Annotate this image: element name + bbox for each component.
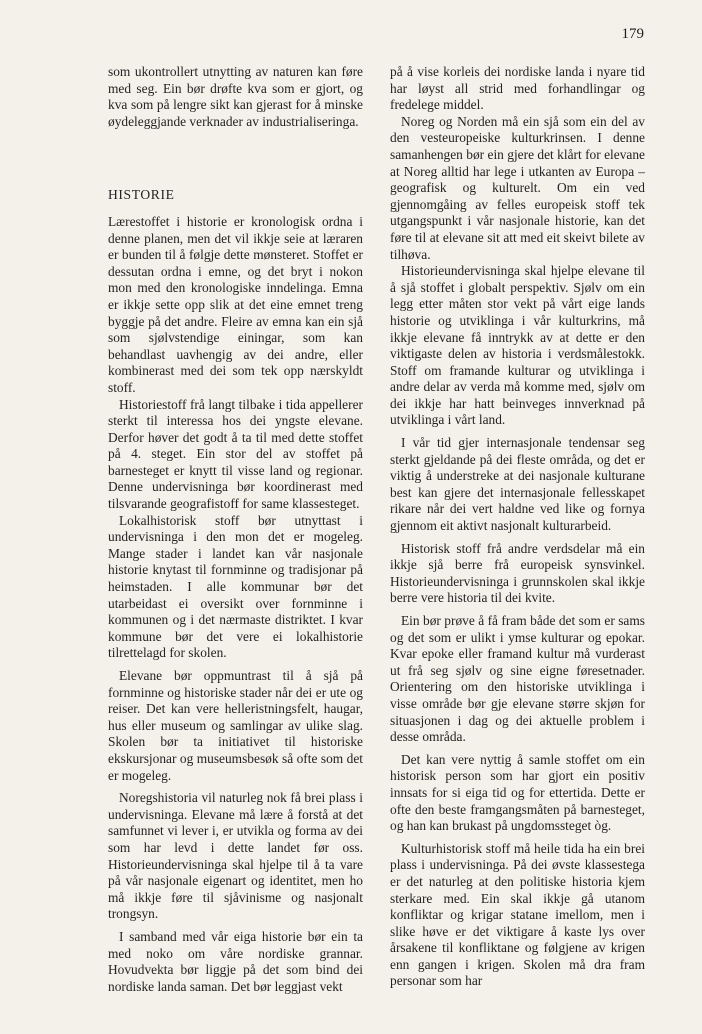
left-column [108,64,363,995]
body-paragraph: Historisk stoff frå andre verdsdelar må ein ikkje sjå berre frå europeisk synsvinkel. Historieundervisninga i grunnskolen skal ikkje berre vere historia til dei kvite. [390,540,645,606]
body-paragraph: Historieundervisninga skal hjelpe elevane til å sjå stoffet i globalt perspektiv. Sjølv om ein legg etter måten stor vekt på vårt eige lands historie og utviklinga i vår kulturkrins, må ikkje elevane få inntrykk av at dette er den viktigaste delen av historia i verdsmålestokk. Stoff om framande kulturar og utviklinga i andre delar av verda må komme med, sjølv om dei ikkje har hatt beinveges innverknad på utviklinga i vårt land. [390,263,645,428]
section-heading-historie: HISTORIE [108,187,175,203]
body-paragraph: Det kan vere nyttig å samle stoffet om ein historisk person som har gjort ein positiv innsats for si eiga tid og for ettertida. Dette er ofte den beste framgangsmåten på barnesteget, og han kan brukast på ungdomssteget òg. [390,751,645,834]
body-paragraph: I vår tid gjer internasjonale tendensar seg sterkt gjeldande på dei fleste områda, og det er viktig å understreke at dei nasjonale kulturane best kan gjere det internasjonale fellesskapet rikare når dei vert haldne ved like og fornya gjennom eit aktivt nasjonalt kulturarbeid. [390,435,645,534]
body-paragraph: Ein bør prøve å få fram både det som er sams og det som er ulikt i ymse kulturar og epokar. Kvar epoke eller framand kultur må vurderast ut frå seg sjølv og sine eigne føresetnader. Orientering om den historiske utviklinga i visse område bør gje elevane større skjøn for situasjonen i dag og dei aktuelle problem i desse områda. [390,613,645,745]
body-paragraph: I samband med vår eiga historie bør ein ta med noko om våre nordiske grannar. Hovudvekta bør liggje på det som bind dei nordiske landa saman. Det bør leggjast vekt [108,928,363,994]
body-paragraph: Lokalhistorisk stoff bør utnyttast i undervisninga i den mon det er mogeleg. Mange stader i landet kan vår nasjonale historie knytast til fornminne og tradisjonar på heimstaden. I alle kommunar bør det utarbeidast ei oversikt over fornminne i kommunen og i det nærmaste distriktet. I kvar kommune bør det vere ei lokalhistorie tilrettelagd for skolen. [108,512,363,661]
body-paragraph: Elevane bør oppmuntrast til å sjå på fornminne og historiske stader når dei er ute og reiser. Det kan vere helleristningsfelt, haugar, hus eller museum og samlingar av ulike slag. Skolen bør ta initiativet til historiske ekskursjonar og museumsbesøk så ofte som det er mogeleg. [108,668,363,783]
intro-paragraph: som ukontrollert utnytting av naturen kan føre med seg. Ein bør drøfte kva som er gjort, og kva som på lengre sikt kan gjerast for å minske øydeleggjande verknader av industrialiseringa. [108,64,363,129]
page-number: 179 [621,26,644,42]
body-paragraph: Kulturhistorisk stoff må heile tida ha ein brei plass i undervisninga. På dei øvste klassestega er det naturleg at den politiske historia kjem sterkare med. Ein skal ikkje gå utanom konfliktar og krigar statane imellom, men i slike høve er det viktigare å kaste lys over årsakene til konfliktane og følgjene av krigen enn gangen i krigen. Skolen må dra fram personar som har [390,840,645,989]
body-paragraph: på å vise korleis dei nordiske landa i nyare tid har løyst all strid med forhandlingar og fredelege middel. [390,64,645,113]
body-paragraph: Historiestoff frå langt tilbake i tida appellerer sterkt til interessa hos dei yngste elevane. Derfor høver det godt å ta til med dette stoffet på 4. steget. Ein stor del av stoffet på barnesteget er knytt til visse land og regionar. Denne undervisninga bør koordinerast med tilsvarande geografistoff for same klassesteget. [108,396,363,512]
body-paragraph: Noregshistoria vil naturleg nok få brei plass i undervisninga. Elevane må lære å forstå at det samfunnet vi lever i, er utvikla og forma av dei som har levd i dette landet før oss. Historieundervisninga skal hjelpe til å ta vare på vår nasjonale eigenart og identitet, men ho må ikkje føre til sjåvinisme og nasjonalt trongsyn. [108,790,363,922]
body-paragraph: Noreg og Norden må ein sjå som ein del av den vesteuropeiske kulturkrinsen. I denne samanhengen bør ein gjere det klårt for elevane at Noreg alltid har lege i utkanten av Europa – geografisk og kulturelt. Om ein ved gjennomgåing av felles europeisk stoff tek utgangspunkt i vår nasjonale historie, kan det føre til at elevane sit att med eit skeivt bilete av tilhøva. [390,113,645,262]
body-paragraph: Lærestoffet i historie er kronologisk ordna i denne planen, men det vil ikkje seie at læraren er bunden til å følgje dette mønsteret. Stoffet er dessutan ordna i emne, og det bryt i nokon mon med den kronologiske inndelinga. Emna er ikkje sette opp slik at det eine emnet treng byggje på det andre. Fleire av emna kan ein sjå som sjølvstendige einingar, som kan behandlast uavhengig av dei andre, eller kombinerast med dei som tek opp nærskyldt stoff. [108,213,363,395]
right-column [390,64,645,990]
